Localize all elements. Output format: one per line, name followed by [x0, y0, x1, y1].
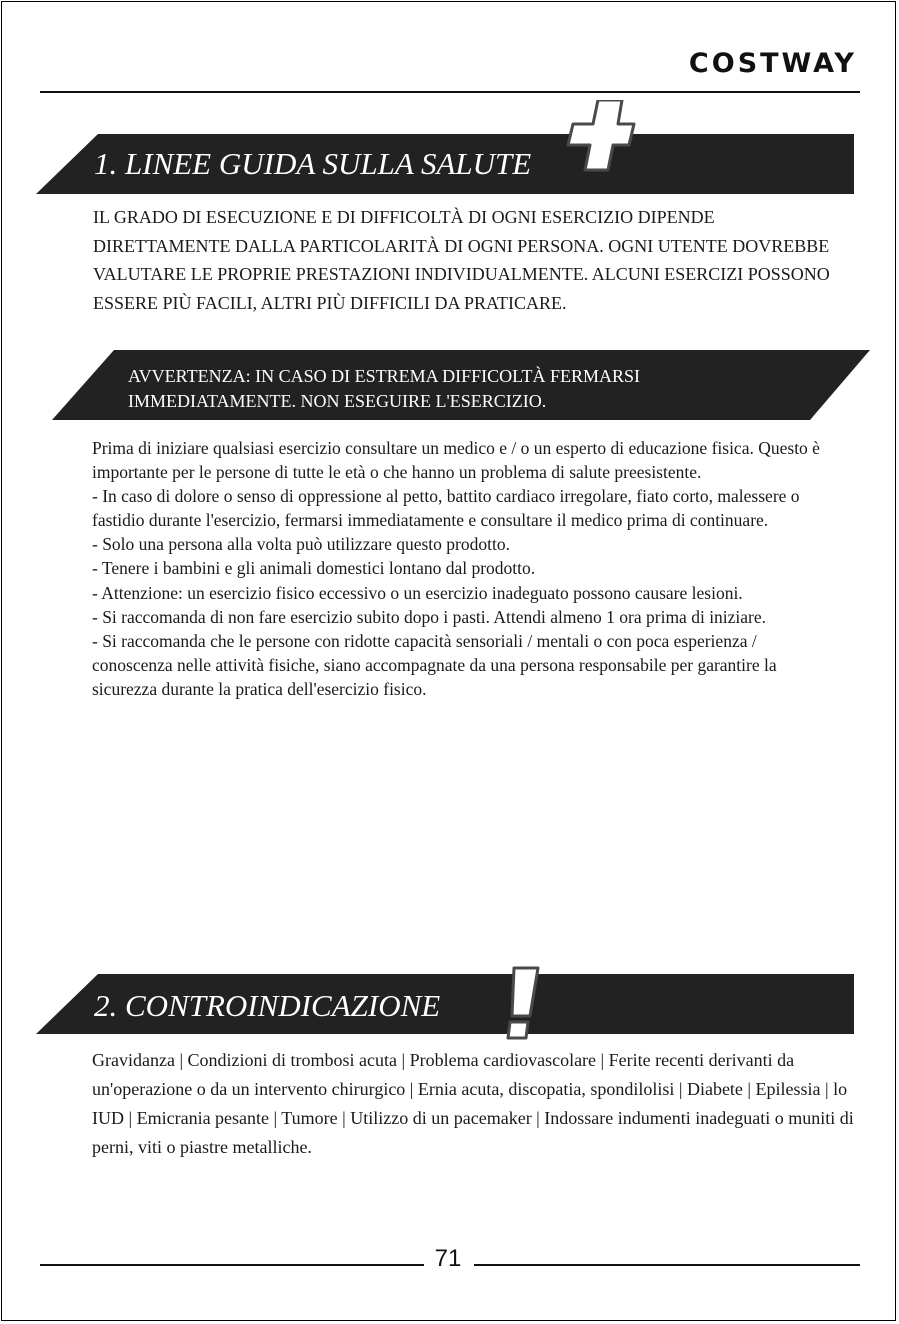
paragraph: - Si raccomanda di non fare esercizio subito dopo i pasti. Attendi almeno 1 ora prima di iniziare. — [92, 606, 767, 627]
paragraph: - Tenere i bambini e gli animali domestici lontano dal prodotto. — [92, 558, 536, 579]
section2-banner — [36, 962, 856, 1038]
paragraph: - Attenzione: un esercizio fisico eccessivo o un esercizio inadeguato possono causare lesioni. — [92, 582, 743, 603]
plus-icon — [560, 100, 640, 172]
warning-text — [128, 364, 640, 414]
header-rule — [40, 91, 860, 93]
section1-title: 1. LINEE GUIDA SULLA SALUTE — [94, 146, 532, 181]
section2-text: Gravidanza | Condizioni di trombosi acuta | Problema cardiovascolare | Ferite recenti derivanti da un'operazione o da un intervento chirurgico | Ernia acuta, discopatia, spondilolisi | Diabete | Epilessia | lo IUD | Emicrania pesante | Tumore | Utilizzo di un pacemaker | Indossare indumenti inadeguati o muniti di perni, viti o piastre metalliche. — [92, 1050, 854, 1157]
section1-banner — [36, 100, 856, 196]
footer-rule-right — [474, 1264, 860, 1266]
footer-rule-left — [40, 1264, 424, 1266]
section2-title: 2. CONTROINDICAZIONE — [94, 988, 441, 1023]
paragraph: Prima di iniziare qualsiasi esercizio consultare un medico e / o un esperto di educazione fisica. Questo è importante per le persone di tutte le età o che hanno un problema di salute preesistente. — [92, 438, 820, 483]
warning-line-1: AVVERTENZA: IN CASO DI ESTREMA DIFFICOLTÀ FERMARSI — [128, 366, 640, 386]
paragraph: - Si raccomanda che le persone con ridotte capacità sensoriali / mentali o con poca esperienza / conoscenza nelle attività fisiche, siano accompagnate da una persona responsabile per garantire la sicurezza durante la pratica dell'esercizio fisico. — [92, 630, 777, 699]
paragraph: - Solo una persona alla volta può utilizzare questo prodotto. — [92, 534, 510, 555]
page-number: 71 — [434, 1245, 462, 1272]
warning-line-2: IMMEDIATAMENTE. NON ESEGUIRE L'ESERCIZIO. — [128, 391, 547, 411]
paragraph: - In caso di dolore o senso di oppressione al petto, battito cardiaco irregolare, fiato corto, malessere o fastidio durante l'esercizio, fermarsi immediatamente e consultare il medico prima di continuare. — [92, 486, 800, 531]
exclamation-icon — [502, 966, 542, 1040]
section1-paragraphs — [92, 436, 822, 701]
section1-intro: IL GRADO DI ESECUZIONE E DI DIFFICOLTÀ DI OGNI ESERCIZIO DIPENDE DIRETTAMENTE DALLA PARTICOLARITÀ DI OGNI PERSONA. OGNI UTENTE DOVREBBE VALUTARE LE PROPRIE PRESTAZIONI INDIVIDUALMENTE. ALCUNI ESERCIZI POSSONO ESSERE PIÙ FACILI, ALTRI PIÙ DIFFICILI DA PRATICARE. — [93, 207, 830, 313]
brand-logo: COSTWAY — [688, 48, 857, 79]
